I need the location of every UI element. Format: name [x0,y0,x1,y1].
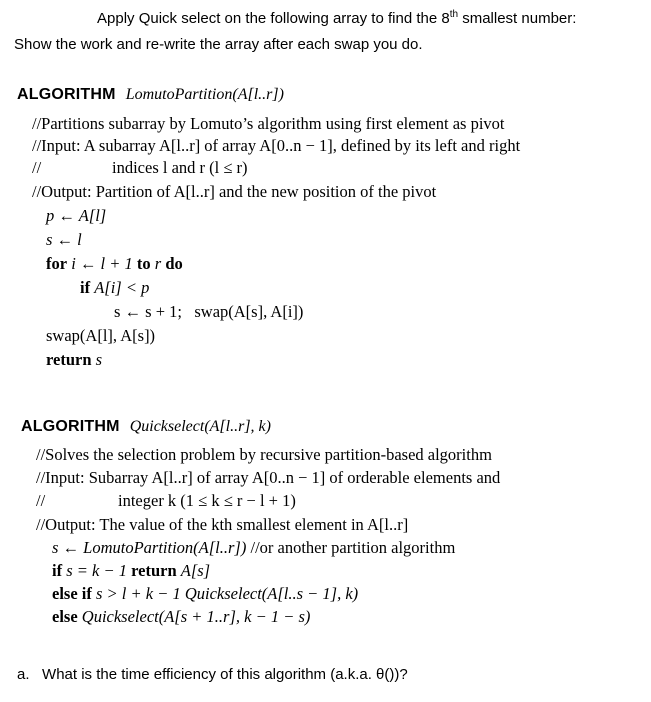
return-value: A[s] [180,561,211,580]
lomuto-return-line [46,350,102,370]
else-keyword: else [52,607,78,626]
lomuto-swap-final: swap(A[l], A[s]) [46,326,156,345]
quickselect-partition-line [52,538,455,558]
instruction-text-end: smallest number: [458,10,577,27]
lomuto-title [17,86,284,104]
instruction-text: Apply Quick select on the following array to find the 8 [97,10,450,27]
lomuto-comment-3-text: indices l and r (l ≤ r) [112,158,248,177]
quickselect-else-line [52,607,310,627]
quickselect-title [21,418,271,436]
return-keyword: return [46,350,92,369]
ordinal-suffix: th [449,9,459,20]
quickselect-comment-1: //Solves the selection problem by recursive partition-based algorithm [36,445,492,464]
lomuto-pivot-assign: p ← A[l] [46,206,107,225]
to-keyword: to [136,254,151,273]
lomuto-comment-2: //Input: A subarray A[l..r] of array A[0..n − 1], defined by its left and right [32,136,521,155]
instruction-line-1 [97,9,576,27]
for-init: i ← l + 1 [71,254,133,273]
do-keyword: do [165,254,183,273]
question-label: a. [17,666,30,683]
quickselect-comment-2: //Input: Subarray A[l..r] of array A[0..n − 1] of orderable elements and [36,468,501,487]
lomuto-s-assign: s ← l [46,230,82,249]
lomuto-for-line [46,254,183,274]
quickselect-comment-3: // [36,491,46,510]
quickselect-elseif-line [52,584,358,604]
else-if-keyword: else if [52,584,92,603]
if-condition: A[i] < p [94,278,150,297]
if-keyword: if [80,278,91,297]
recursive-call-right: Quickselect(A[s + 1..r], k − 1 − s) [81,607,311,626]
return-value: s [95,350,103,369]
lomuto-swap-inner: s ← s + 1; swap(A[s], A[i]) [114,302,304,321]
algorithm-keyword: ALGORITHM [17,86,116,103]
instruction-line-2: Show the work and re-write the array after each swap you do. [14,36,423,53]
lomuto-if-line [80,278,149,298]
partition-comment: //or another partition algorithm [246,538,456,557]
lomuto-output: //Output: Partition of A[l..r] and the new position of the pivot [32,182,437,201]
question-text: What is the time efficiency of this algorithm (a.k.a. θ())? [42,666,408,683]
quickselect-if-line [52,561,210,581]
for-limit: r [154,254,162,273]
quickselect-output: //Output: The value of the kth smallest element in A[l..r] [36,515,409,534]
return-keyword: return [131,561,177,580]
algorithm-name: LomutoPartition(A[l..r]) [125,86,284,103]
question-a [17,666,408,683]
lomuto-comment-3: // [32,158,42,177]
partition-call: s ← LomutoPartition(A[l..r]) [52,538,247,557]
algorithm-name: Quickselect(A[l..r], k) [129,418,271,435]
if-keyword: if [52,561,63,580]
else-if-condition: s > l + k − 1 [95,584,181,603]
if-condition: s = k − 1 [66,561,127,580]
for-keyword: for [46,254,68,273]
quickselect-comment-3-text: integer k (1 ≤ k ≤ r − l + 1) [118,491,296,510]
recursive-call-left: Quickselect(A[l..s − 1], k) [184,584,359,603]
lomuto-comment-1: //Partitions subarray by Lomuto’s algorithm using first element as pivot [32,114,505,133]
algorithm-keyword: ALGORITHM [21,418,120,435]
